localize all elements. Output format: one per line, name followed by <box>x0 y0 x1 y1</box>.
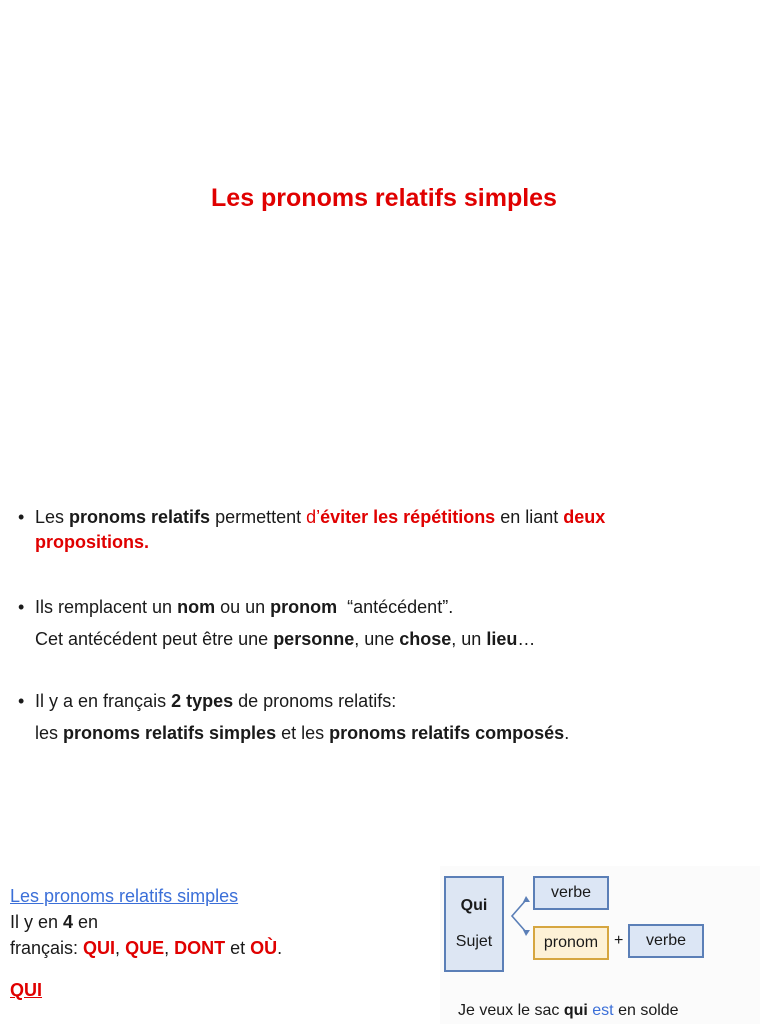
text: ou un <box>215 597 271 617</box>
term-deux: deux <box>563 507 606 527</box>
example-qui: qui <box>563 1002 588 1019</box>
text: Il y en <box>10 912 64 932</box>
bullet-list <box>18 505 758 746</box>
text: Les <box>35 507 70 527</box>
simple-pronouns-section <box>10 883 420 1003</box>
text: français: <box>10 938 84 958</box>
example-verb: est <box>592 1002 614 1019</box>
verbe-box-2: verbe <box>628 924 704 958</box>
types-line <box>35 721 758 746</box>
text: Cet antécédent peut être une <box>35 629 274 649</box>
text: Ils remplacent un <box>35 597 178 617</box>
text: … <box>517 629 536 649</box>
page-title: Les pronoms relatifs simples <box>211 184 557 212</box>
simple-pronouns-link[interactable]: Les pronoms relatifs simples <box>10 886 239 906</box>
pronoun-ou: OÙ <box>250 938 278 958</box>
term-nom: nom <box>177 597 216 617</box>
branch-arrows-icon <box>506 894 532 954</box>
text-red: d’ <box>306 507 321 527</box>
bullet-two-types <box>18 689 758 746</box>
qui-heading: QUI <box>10 980 43 1000</box>
text: , <box>164 938 175 958</box>
text: Je veux le sac <box>458 1002 564 1019</box>
text: , une <box>354 629 400 649</box>
term-chose: chose <box>399 629 452 649</box>
term-2-types: 2 types <box>171 691 234 711</box>
sujet-label: Sujet <box>455 933 493 950</box>
text: , un <box>451 629 487 649</box>
pronoun-list-line <box>10 935 420 961</box>
text: Il y a en français <box>35 691 172 711</box>
pronoun-dont: DONT <box>174 938 226 958</box>
pronom-box: pronom <box>533 926 609 960</box>
term-lieu: lieu <box>486 629 518 649</box>
antecedent-line <box>35 627 758 652</box>
text: permettent <box>210 507 307 527</box>
text: et les <box>276 723 330 743</box>
example-sentence <box>458 1002 679 1020</box>
term-composes: pronoms relatifs composés <box>329 723 565 743</box>
text: de pronoms relatifs: <box>233 691 397 711</box>
term-propositions: propositions. <box>35 532 149 552</box>
qui-subject-box <box>444 876 504 972</box>
verbe-box: verbe <box>533 876 609 910</box>
bullet-relative-pronouns-purpose <box>18 505 758 555</box>
pronoun-qui: QUI <box>83 938 116 958</box>
text: en liant <box>495 507 564 527</box>
text: en solde <box>613 1002 679 1019</box>
plus-sign: + <box>614 932 624 949</box>
text: . <box>564 723 570 743</box>
term-simples: pronoms relatifs simples <box>63 723 277 743</box>
pronoun-que: QUE <box>125 938 165 958</box>
term-pronoms-relatifs: pronoms relatifs <box>69 507 211 527</box>
term-pronom: pronom <box>270 597 338 617</box>
term-personne: personne <box>273 629 355 649</box>
text: , <box>115 938 126 958</box>
text: “antécédent”. <box>337 597 454 617</box>
count-4: 4 <box>63 912 74 932</box>
text: les <box>35 723 64 743</box>
text: . <box>277 938 283 958</box>
count-line <box>10 909 420 935</box>
bullet-replace-antecedent <box>18 595 758 652</box>
term-eviter-repetitions: éviter les répétitions <box>320 507 496 527</box>
text: en <box>73 912 99 932</box>
qui-diagram <box>440 866 760 1024</box>
text: et <box>225 938 251 958</box>
qui-label: Qui <box>460 897 488 914</box>
